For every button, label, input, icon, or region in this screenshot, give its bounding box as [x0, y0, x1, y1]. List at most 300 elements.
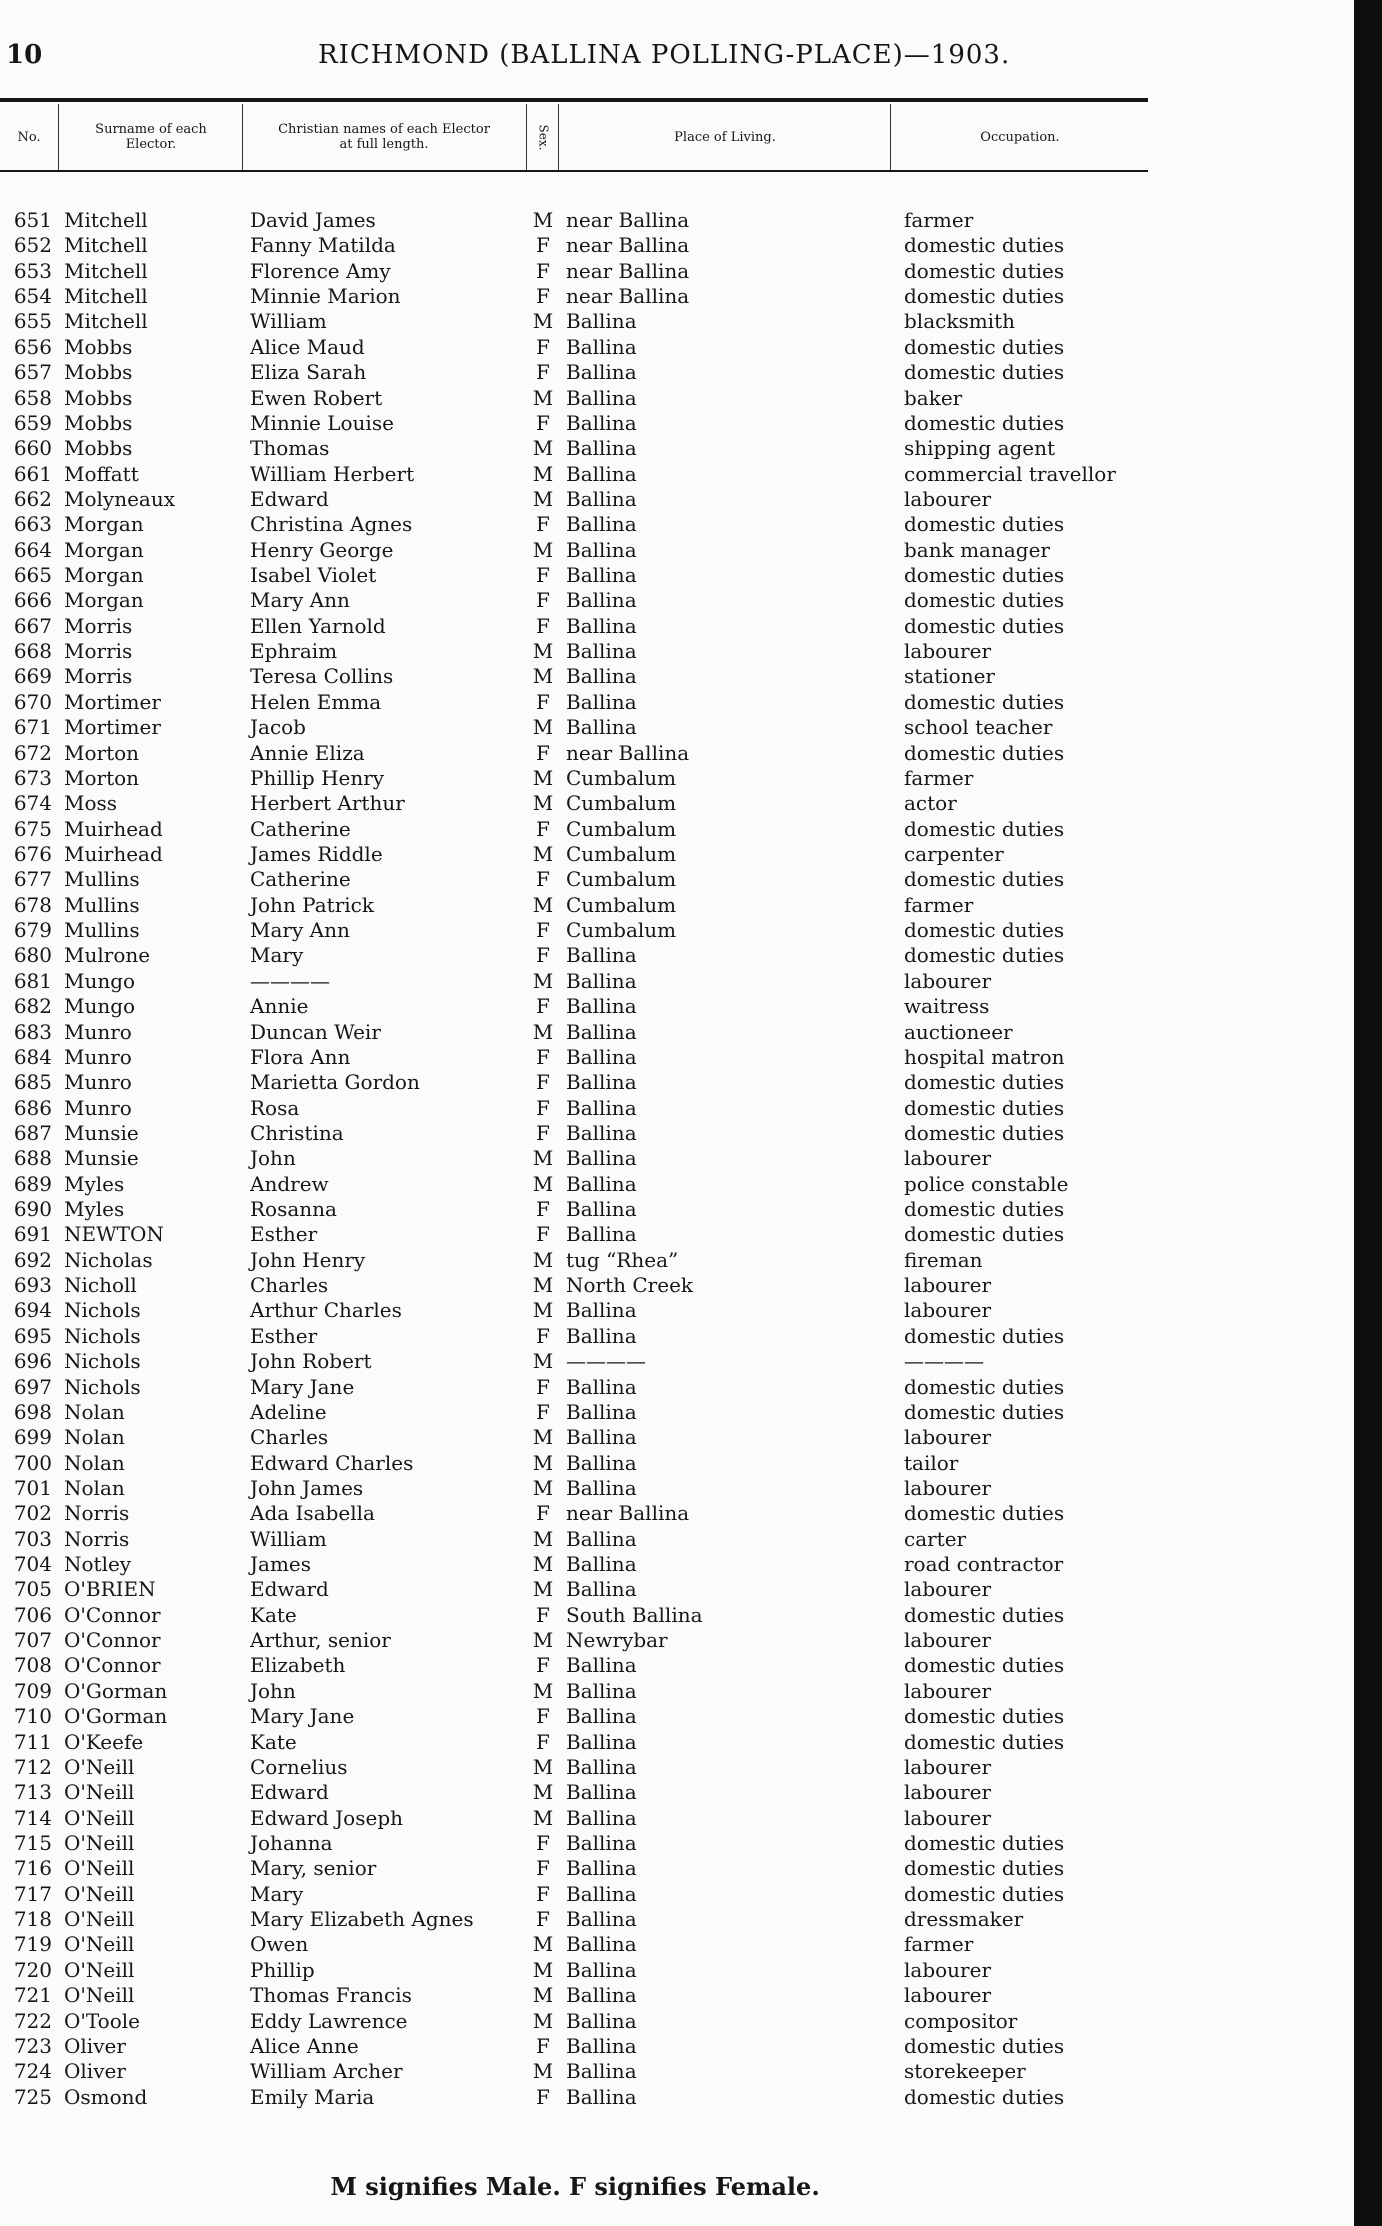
elector-occupation: carter	[904, 1526, 967, 1551]
table-row	[0, 233, 1150, 258]
elector-surname: O'Neill	[64, 1932, 135, 1957]
table-row	[0, 766, 1150, 791]
page-title: RICHMOND (BALLINA POLLING-PLACE)—1903.	[318, 40, 1011, 70]
elector-sex: F	[536, 1120, 550, 1145]
elector-christian-names: Ada Isabella	[250, 1501, 375, 1526]
elector-surname: O'Neill	[64, 1957, 135, 1982]
column-header-rule	[0, 170, 1148, 172]
elector-christian-names: James Riddle	[250, 841, 383, 866]
elector-surname: Notley	[64, 1552, 132, 1577]
elector-surname: Nichols	[64, 1298, 141, 1323]
elector-number: 715	[13, 1831, 52, 1855]
elector-place: Ballina	[566, 1653, 637, 1678]
elector-christian-names: Alice Maud	[250, 334, 365, 359]
elector-place: Ballina	[566, 1957, 637, 1982]
table-row	[0, 1273, 1150, 1298]
elector-place: Cumbalum	[566, 892, 677, 917]
elector-christian-names: Charles	[250, 1273, 329, 1298]
elector-number: 709	[13, 1678, 52, 1703]
table-row	[0, 1349, 1150, 1374]
elector-sex: F	[536, 284, 550, 309]
table-row	[0, 994, 1150, 1019]
elector-number: 677	[13, 867, 52, 892]
elector-surname: Molyneaux	[64, 486, 176, 511]
elector-number: 714	[13, 1805, 52, 1830]
column-divider	[890, 104, 891, 170]
elector-number: 707	[13, 1628, 52, 1653]
elector-surname: Munsie	[64, 1146, 139, 1171]
column-divider	[526, 104, 527, 170]
table-row	[0, 1983, 1150, 2008]
header-rule	[0, 98, 1148, 102]
elector-place: Ballina	[566, 1222, 637, 1247]
table-row	[0, 943, 1150, 968]
table-row	[0, 1197, 1150, 1222]
elector-number: 680	[13, 943, 52, 968]
elector-occupation: domestic duties	[904, 2033, 1065, 2058]
elector-sex: M	[532, 639, 554, 664]
table-row	[0, 614, 1150, 639]
elector-place: Ballina	[566, 537, 637, 562]
elector-christian-names: Teresa Collins	[250, 664, 394, 689]
table-row	[0, 208, 1150, 233]
elector-surname: Morgan	[64, 512, 144, 537]
elector-christian-names: Esther	[250, 1222, 318, 1247]
elector-sex: F	[536, 943, 550, 968]
elector-occupation: domestic duties	[904, 2084, 1065, 2109]
elector-number: 696	[13, 1349, 52, 1374]
elector-place: Ballina	[566, 1298, 637, 1323]
elector-christian-names: Elizabeth	[250, 1653, 346, 1678]
elector-christian-names: John Patrick	[250, 892, 374, 917]
elector-surname: Morgan	[64, 588, 144, 613]
elector-occupation: school teacher	[904, 715, 1053, 740]
elector-occupation: domestic duties	[904, 613, 1065, 638]
elector-place: Ballina	[566, 1831, 637, 1855]
table-row	[0, 1045, 1150, 1070]
elector-number: 655	[13, 309, 52, 334]
column-header-surname: Surname of each Elector.	[95, 122, 207, 152]
elector-sex: M	[532, 1475, 554, 1500]
elector-occupation: carpenter	[904, 841, 1004, 866]
elector-place: Ballina	[566, 1526, 637, 1551]
table-row	[0, 1020, 1150, 1045]
elector-number: 664	[13, 537, 52, 562]
elector-place: Ballina	[566, 1856, 637, 1881]
elector-place: Ballina	[566, 1399, 637, 1424]
elector-christian-names: Mary Jane	[250, 1374, 355, 1399]
table-row	[0, 842, 1150, 867]
elector-number: 656	[13, 334, 52, 359]
table-row	[0, 1882, 1150, 1907]
elector-place: near Ballina	[566, 1501, 690, 1526]
elector-surname: Osmond	[64, 2084, 148, 2109]
elector-place: Cumbalum	[566, 816, 677, 841]
elector-christian-names: Mary, senior	[250, 1856, 377, 1881]
elector-number: 657	[13, 360, 52, 385]
elector-surname: Nolan	[64, 1475, 125, 1500]
elector-surname: O'Gorman	[64, 1704, 168, 1729]
elector-surname: Morris	[64, 613, 133, 638]
elector-occupation: domestic duties	[904, 588, 1065, 613]
elector-number: 652	[13, 233, 52, 258]
elector-place: Ballina	[566, 2008, 637, 2033]
elector-surname: Mitchell	[64, 258, 148, 283]
elector-occupation: domestic duties	[904, 284, 1065, 309]
elector-number: 683	[13, 1019, 52, 1044]
elector-surname: O'Neill	[64, 1983, 135, 2008]
elector-number: 719	[13, 1932, 52, 1957]
elector-occupation: domestic duties	[904, 816, 1065, 841]
elector-place: Ballina	[566, 1552, 637, 1577]
elector-sex: M	[532, 1526, 554, 1551]
elector-occupation: police constable	[904, 1171, 1069, 1196]
elector-number: 725	[13, 2084, 52, 2109]
elector-occupation: domestic duties	[904, 1323, 1065, 1348]
elector-place: Ballina	[566, 1197, 637, 1222]
elector-occupation: ————	[904, 1349, 984, 1374]
elector-occupation: domestic duties	[904, 1602, 1065, 1627]
elector-sex: F	[536, 1501, 550, 1526]
elector-occupation: compositor	[904, 2008, 1018, 2033]
table-row	[0, 867, 1150, 892]
table-row	[0, 1298, 1150, 1323]
elector-surname: Muirhead	[64, 841, 163, 866]
table-row	[0, 2085, 1150, 2110]
elector-occupation: domestic duties	[904, 867, 1065, 892]
elector-sex: F	[536, 1044, 550, 1069]
elector-surname: Oliver	[64, 2033, 126, 2058]
column-divider	[242, 104, 243, 170]
elector-christian-names: Andrew	[250, 1171, 329, 1196]
elector-sex: F	[536, 816, 550, 841]
elector-christian-names: John	[250, 1146, 296, 1171]
elector-number: 662	[13, 486, 52, 511]
elector-sex: F	[536, 258, 550, 283]
elector-surname: Mobbs	[64, 410, 133, 435]
elector-occupation: actor	[904, 791, 957, 816]
elector-place: Ballina	[566, 639, 637, 664]
table-row	[0, 690, 1150, 715]
table-row	[0, 1780, 1150, 1805]
elector-sex: F	[536, 740, 550, 765]
column-headers	[0, 104, 1148, 170]
table-row	[0, 1222, 1150, 1247]
elector-number: 717	[13, 1881, 52, 1906]
elector-surname: Munro	[64, 1019, 132, 1044]
elector-sex: F	[536, 1070, 550, 1095]
elector-sex: M	[532, 1247, 554, 1272]
elector-christian-names: William	[250, 309, 327, 334]
elector-occupation: farmer	[904, 892, 974, 917]
elector-occupation: blacksmith	[904, 309, 1015, 334]
elector-place: Ballina	[566, 968, 637, 993]
elector-occupation: commercial travellor	[904, 461, 1116, 486]
elector-surname: Moss	[64, 791, 118, 816]
elector-occupation: storekeeper	[904, 2059, 1026, 2084]
elector-number: 722	[13, 2008, 52, 2033]
elector-surname: Norris	[64, 1526, 130, 1551]
elector-number: 721	[13, 1983, 52, 2008]
elector-occupation: domestic duties	[904, 410, 1065, 435]
elector-place: Ballina	[566, 1323, 637, 1348]
elector-occupation: farmer	[904, 765, 974, 790]
elector-number: 701	[13, 1475, 52, 1500]
elector-surname: Nolan	[64, 1425, 125, 1450]
table-row	[0, 1248, 1150, 1273]
table-row	[0, 1146, 1150, 1171]
elector-sex: M	[532, 1628, 554, 1653]
column-header-sex	[528, 104, 558, 170]
elector-occupation: labourer	[904, 1425, 992, 1450]
table-row	[0, 538, 1150, 563]
elector-number: 663	[13, 512, 52, 537]
elector-place: Ballina	[566, 1729, 637, 1754]
column-header-sex-label: Sex.	[536, 124, 551, 150]
table-row	[0, 1425, 1150, 1450]
elector-christian-names: Florence Amy	[250, 258, 391, 283]
elector-number: 659	[13, 410, 52, 435]
elector-sex: F	[536, 334, 550, 359]
table-row	[0, 1577, 1150, 1602]
elector-place: Ballina	[566, 689, 637, 714]
elector-christian-names: Marietta Gordon	[250, 1070, 420, 1095]
elector-number: 685	[13, 1070, 52, 1095]
elector-christian-names: Ephraim	[250, 639, 338, 664]
elector-number: 687	[13, 1120, 52, 1145]
elector-christian-names: David James	[250, 208, 376, 232]
page-edge-shadow	[1354, 0, 1382, 2226]
elector-number: 668	[13, 639, 52, 664]
elector-occupation: labourer	[904, 1780, 992, 1805]
table-row	[0, 2034, 1150, 2059]
table-row	[0, 664, 1150, 689]
elector-occupation: baker	[904, 385, 963, 410]
elector-sex: F	[536, 1729, 550, 1754]
elector-christian-names: Edward	[250, 486, 329, 511]
table-row	[0, 1552, 1150, 1577]
table-row	[0, 309, 1150, 334]
table-row	[0, 817, 1150, 842]
elector-number: 724	[13, 2059, 52, 2084]
elector-place: Ballina	[566, 715, 637, 740]
elector-place: Ballina	[566, 2059, 637, 2084]
elector-surname: Munro	[64, 1070, 132, 1095]
elector-surname: Myles	[64, 1197, 125, 1222]
elector-place: Ballina	[566, 486, 637, 511]
table-row	[0, 741, 1150, 766]
elector-number: 670	[13, 689, 52, 714]
elector-surname: O'Neill	[64, 1780, 135, 1805]
table-row	[0, 1831, 1150, 1856]
elector-christian-names: Thomas	[250, 436, 330, 461]
elector-number: 713	[13, 1780, 52, 1805]
elector-place: Ballina	[566, 994, 637, 1019]
elector-occupation: domestic duties	[904, 740, 1065, 765]
elector-christian-names: John	[250, 1678, 296, 1703]
elector-place: Ballina	[566, 1983, 637, 2008]
elector-place: near Ballina	[566, 233, 690, 258]
elector-christian-names: Phillip Henry	[250, 765, 385, 790]
elector-number: 697	[13, 1374, 52, 1399]
elector-sex: F	[536, 1831, 550, 1855]
table-row	[0, 1755, 1150, 1780]
elector-list	[0, 208, 1150, 2110]
elector-surname: Nichols	[64, 1374, 141, 1399]
table-row	[0, 284, 1150, 309]
table-row	[0, 1527, 1150, 1552]
elector-christian-names: Cornelius	[250, 1754, 348, 1779]
elector-sex: M	[532, 1349, 554, 1374]
elector-sex: M	[532, 1171, 554, 1196]
elector-christian-names: William Herbert	[250, 461, 415, 486]
elector-occupation: domestic duties	[904, 1729, 1065, 1754]
elector-sex: F	[536, 1602, 550, 1627]
elector-number: 710	[13, 1704, 52, 1729]
elector-christian-names: Esther	[250, 1323, 318, 1348]
elector-christian-names: Mary Jane	[250, 1704, 355, 1729]
table-row	[0, 360, 1150, 385]
elector-sex: M	[532, 2008, 554, 2033]
elector-number: 708	[13, 1653, 52, 1678]
elector-surname: Muirhead	[64, 816, 163, 841]
table-row	[0, 2059, 1150, 2084]
elector-number: 702	[13, 1501, 52, 1526]
elector-occupation: domestic duties	[904, 233, 1065, 258]
elector-place: Ballina	[566, 1932, 637, 1957]
elector-christian-names: Minnie Louise	[250, 410, 394, 435]
table-row	[0, 1932, 1150, 1957]
elector-number: 676	[13, 841, 52, 866]
elector-surname: O'Toole	[64, 2008, 140, 2033]
elector-occupation: domestic duties	[904, 689, 1065, 714]
elector-christian-names: Flora Ann	[250, 1044, 351, 1069]
elector-sex: M	[532, 309, 554, 334]
elector-occupation: labourer	[904, 1298, 992, 1323]
elector-surname: O'Keefe	[64, 1729, 144, 1754]
elector-occupation: labourer	[904, 486, 992, 511]
elector-sex: F	[536, 1653, 550, 1678]
elector-number: 682	[13, 994, 52, 1019]
elector-occupation: domestic duties	[904, 1222, 1065, 1247]
elector-surname: Nolan	[64, 1450, 125, 1475]
elector-occupation: waitress	[904, 994, 990, 1019]
elector-sex: F	[536, 994, 550, 1019]
elector-surname: Nicholl	[64, 1273, 137, 1298]
elector-number: 693	[13, 1273, 52, 1298]
elector-sex: M	[532, 461, 554, 486]
elector-place: Ballina	[566, 2084, 637, 2109]
elector-sex: M	[532, 1273, 554, 1298]
table-row	[0, 335, 1150, 360]
elector-surname: Morton	[64, 765, 140, 790]
elector-christian-names: Isabel Violet	[250, 563, 377, 588]
elector-christian-names: Kate	[250, 1602, 297, 1627]
table-row	[0, 386, 1150, 411]
elector-occupation: domestic duties	[904, 1501, 1065, 1526]
elector-occupation: domestic duties	[904, 1070, 1065, 1095]
elector-place: Ballina	[566, 1044, 637, 1069]
elector-place: Ballina	[566, 1780, 637, 1805]
column-header-no: No.	[17, 129, 41, 145]
elector-number: 718	[13, 1907, 52, 1932]
elector-occupation: domestic duties	[904, 334, 1065, 359]
elector-number: 673	[13, 765, 52, 790]
table-row	[0, 639, 1150, 664]
elector-number: 658	[13, 385, 52, 410]
elector-place: Cumbalum	[566, 765, 677, 790]
elector-surname: Morgan	[64, 563, 144, 588]
elector-sex: M	[532, 1932, 554, 1957]
elector-place: South Ballina	[566, 1602, 703, 1627]
elector-occupation: domestic duties	[904, 1095, 1065, 1120]
elector-sex: M	[532, 1425, 554, 1450]
elector-christian-names: John Robert	[250, 1349, 372, 1374]
elector-occupation: labourer	[904, 1805, 992, 1830]
elector-occupation: labourer	[904, 1678, 992, 1703]
elector-christian-names: ————	[250, 968, 330, 993]
table-row	[0, 1679, 1150, 1704]
elector-christian-names: Mary Ann	[250, 588, 350, 613]
elector-surname: Mortimer	[64, 715, 161, 740]
elector-sex: F	[536, 512, 550, 537]
elector-christian-names: Christina Agnes	[250, 512, 413, 537]
elector-surname: O'Neill	[64, 1856, 135, 1881]
elector-number: 688	[13, 1146, 52, 1171]
elector-sex: F	[536, 233, 550, 258]
elector-sex: F	[536, 2033, 550, 2058]
elector-surname: Mobbs	[64, 436, 133, 461]
table-row	[0, 1172, 1150, 1197]
elector-christian-names: Alice Anne	[250, 2033, 359, 2058]
elector-surname: Mobbs	[64, 385, 133, 410]
elector-surname: Munro	[64, 1095, 132, 1120]
elector-surname: Nichols	[64, 1323, 141, 1348]
table-row	[0, 918, 1150, 943]
elector-christian-names: Edward	[250, 1577, 329, 1602]
elector-place: ————	[566, 1349, 646, 1374]
elector-christian-names: Christina	[250, 1120, 344, 1145]
elector-surname: O'Neill	[64, 1754, 135, 1779]
table-row	[0, 1501, 1150, 1526]
elector-surname: Morris	[64, 664, 133, 689]
elector-surname: O'Connor	[64, 1602, 161, 1627]
elector-place: Newrybar	[566, 1628, 668, 1653]
elector-surname: Mungo	[64, 994, 136, 1019]
elector-surname: O'Neill	[64, 1907, 135, 1932]
elector-occupation: domestic duties	[904, 360, 1065, 385]
elector-surname: O'Neill	[64, 1831, 135, 1855]
column-header-place: Place of Living.	[674, 129, 776, 145]
elector-occupation: labourer	[904, 1754, 992, 1779]
elector-sex: F	[536, 2084, 550, 2109]
elector-sex: M	[532, 664, 554, 689]
elector-surname: O'Gorman	[64, 1678, 168, 1703]
elector-number: 692	[13, 1247, 52, 1272]
elector-occupation: farmer	[904, 208, 974, 232]
elector-place: Ballina	[566, 1425, 637, 1450]
elector-number: 671	[13, 715, 52, 740]
elector-place: Ballina	[566, 943, 637, 968]
elector-sex: F	[536, 1095, 550, 1120]
elector-surname: Mungo	[64, 968, 136, 993]
elector-number: 675	[13, 816, 52, 841]
elector-christian-names: Owen	[250, 1932, 309, 1957]
elector-christian-names: John Henry	[250, 1247, 366, 1272]
elector-christian-names: Henry George	[250, 537, 394, 562]
elector-number: 686	[13, 1095, 52, 1120]
elector-number: 660	[13, 436, 52, 461]
